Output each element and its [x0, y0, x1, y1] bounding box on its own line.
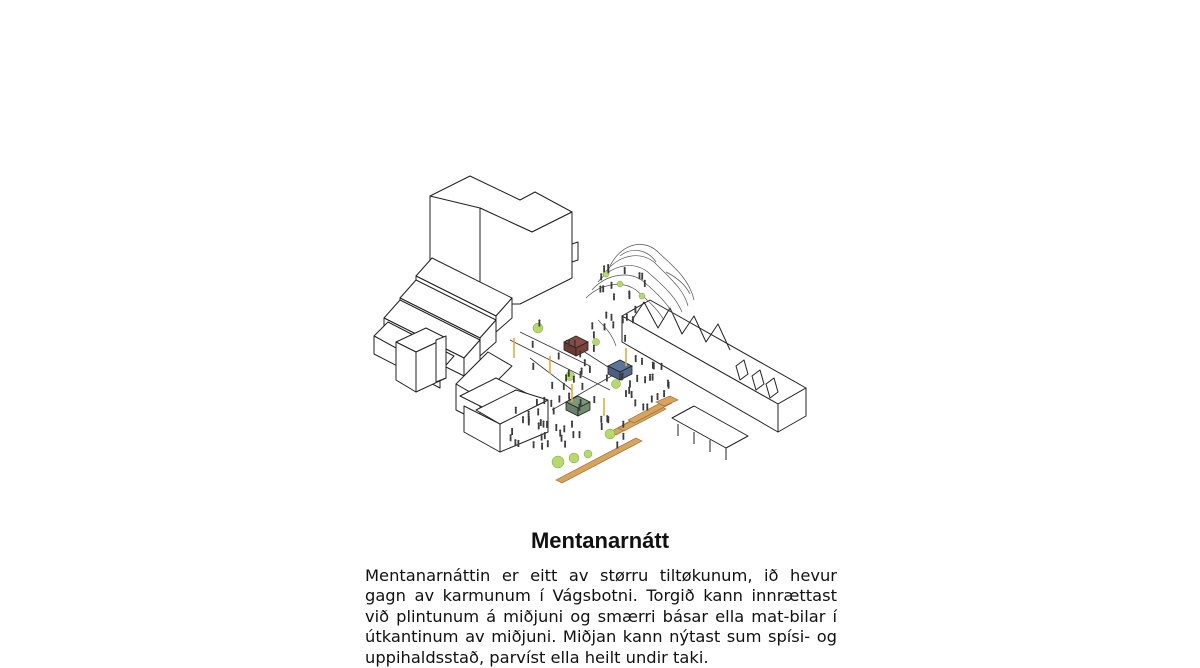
person-figure-body [551, 384, 553, 389]
person-figure-head [574, 340, 576, 342]
person-figure-body [635, 308, 637, 313]
person-figure-head [624, 267, 626, 269]
person-figure-body [625, 392, 627, 397]
person-figure-head [635, 355, 637, 357]
food-truck-blue [608, 360, 632, 380]
person-figure-body [663, 392, 665, 397]
person-figure-head [622, 433, 624, 435]
person-figure-head [622, 421, 624, 423]
person-figure-head [547, 440, 549, 442]
person-figure-head [528, 411, 530, 413]
person-figure-head [572, 431, 574, 433]
person-figure-head [606, 374, 608, 376]
person-figure-head [612, 321, 614, 323]
person-figure-body [593, 398, 595, 403]
person-figure-body [606, 377, 608, 382]
person-figure-head [603, 265, 605, 267]
person-figure-head [568, 340, 570, 342]
person-figure-head [581, 383, 583, 385]
person-figure-head [522, 416, 524, 418]
person-figure-head [634, 399, 636, 401]
person-figure-body [528, 420, 530, 425]
person-figure-body [624, 337, 626, 342]
person-figure-body [600, 275, 602, 280]
person-figure-body [515, 441, 517, 446]
person-figure-head [559, 430, 561, 432]
person-figure-head [600, 416, 602, 418]
person-figure-head [605, 312, 607, 314]
person-figure-body [543, 423, 545, 428]
person-figure-head [571, 421, 573, 423]
person-figure-body [547, 442, 549, 447]
person-figure-body [573, 433, 575, 438]
person-figure-head [667, 380, 669, 382]
person-figure-head [649, 374, 651, 376]
person-figure-head [515, 407, 517, 409]
person-figure-head [546, 421, 548, 423]
person-figure-head [511, 428, 513, 430]
person-figure-head [641, 273, 643, 275]
person-figure-body [641, 360, 643, 365]
person-figure-head [568, 393, 570, 395]
person-figure-body [603, 267, 605, 272]
person-figure-head [601, 423, 603, 425]
person-figure-head [532, 341, 534, 343]
person-figure-body [639, 274, 641, 279]
person-figure-head [641, 358, 643, 360]
person-figure-head [593, 331, 595, 333]
person-figure-head [610, 314, 612, 316]
person-figure-body [607, 266, 609, 271]
person-figure-body [518, 442, 520, 447]
person-figure-body [629, 294, 631, 299]
person-figure-head [551, 382, 553, 384]
person-figure-body [568, 395, 570, 400]
person-figure-head [538, 422, 540, 424]
person-figure-head [528, 416, 530, 418]
person-figure-body [553, 410, 555, 415]
person-figure-head [578, 431, 580, 433]
person-figure-head [573, 376, 575, 378]
person-figure-body [571, 423, 573, 428]
person-figure-body [622, 318, 624, 323]
person-figure-head [613, 293, 615, 295]
person-figure-body [539, 322, 541, 327]
person-figure-body [657, 395, 659, 400]
person-figure-body [604, 325, 606, 330]
person-figure-head [540, 419, 542, 421]
person-figure-head [580, 399, 582, 401]
person-figure-head [541, 443, 543, 445]
person-figure-head [646, 403, 648, 405]
person-figure-head [624, 335, 626, 337]
person-figure-head [544, 432, 546, 434]
person-figure-head [593, 396, 595, 398]
person-figure-body [582, 385, 584, 390]
person-figure-body [600, 288, 602, 293]
person-figure-body [559, 398, 561, 403]
person-figure-head [563, 425, 565, 427]
person-figure-body [574, 342, 576, 347]
person-figure-head [629, 380, 631, 382]
food-truck-red [564, 336, 588, 356]
person-figure-body [622, 423, 624, 428]
person-figure-head [579, 350, 581, 352]
person-figure-head [606, 415, 608, 417]
person-figure-body [602, 287, 604, 292]
person-figure-body [631, 393, 633, 398]
person-figure-head [564, 441, 566, 443]
person-figure-head [584, 359, 586, 361]
person-figure-body [550, 402, 552, 407]
person-figure-head [532, 363, 534, 365]
person-figure-head [593, 345, 595, 347]
person-figure-body [624, 269, 626, 274]
person-figure-body [573, 378, 575, 383]
person-figure-body [589, 368, 591, 373]
person-figure-body [564, 443, 566, 448]
person-figure-body [653, 364, 655, 369]
person-figure-body [641, 275, 643, 280]
person-figure-body [667, 382, 669, 387]
person-figure-body [532, 365, 534, 370]
person-figure-head [663, 390, 665, 392]
person-figure-body [661, 365, 663, 370]
person-figure-head [636, 375, 638, 377]
person-figure-head [581, 368, 583, 370]
person-figure-body [544, 434, 546, 439]
person-figure-head [628, 387, 630, 389]
person-figure-head [651, 395, 653, 397]
person-figure-head [568, 370, 570, 372]
person-figure-body [623, 435, 625, 440]
person-figure-body [540, 421, 542, 426]
person-figure-body [533, 443, 535, 448]
person-figure-head [579, 371, 581, 373]
person-figure-head [599, 286, 601, 288]
person-figure-head [550, 400, 552, 402]
person-figure-body [579, 406, 581, 411]
person-figure-body [584, 361, 586, 366]
person-figure-body [606, 417, 608, 422]
person-figure-head [656, 393, 658, 395]
person-figure-body [600, 418, 602, 423]
description-paragraph: Mentanarnáttin er eitt av størru tiltøkunum, ið hevur gagn av karmunum í Vágsbotni. Torgið kann innrættast við plintunum á miðjuni og smærri básar ella mat-bilar í útkantinum av miðjuni. Miðjan kann nýtast sum spísi- og uppihaldsstað, parvíst ella heilt undir taki. [365, 566, 837, 667]
person-figure-body [510, 436, 512, 441]
person-figure-body [611, 284, 613, 289]
page-title: Mentanarnátt [530, 528, 670, 553]
person-figure-head [607, 264, 609, 266]
person-figure-body [563, 427, 565, 432]
person-figure-body [591, 324, 593, 329]
person-figure-head [533, 441, 535, 443]
person-figure-head [558, 352, 560, 354]
person-figure-head [622, 316, 624, 318]
person-figure-head [644, 280, 646, 282]
isometric-plaza-illustration [360, 170, 820, 500]
person-figure-body [522, 418, 524, 423]
person-figure-body [613, 295, 615, 300]
person-figure-body [642, 406, 644, 411]
person-figure-body [616, 444, 618, 449]
person-figure-body [568, 342, 570, 347]
person-figure-body [593, 333, 595, 338]
person-figure-body [601, 425, 603, 430]
person-figure-body [541, 445, 543, 450]
person-figure-body [652, 376, 654, 381]
person-figure-body [629, 382, 631, 387]
person-figure-body [561, 437, 563, 442]
person-figure-head [616, 441, 618, 443]
person-figure-body [559, 432, 561, 437]
person-figure-head [626, 314, 628, 316]
person-figure-body [612, 323, 614, 328]
person-figure-head [644, 376, 646, 378]
person-figure-body [537, 410, 539, 415]
person-figure-body [632, 318, 634, 323]
person-figure-head [558, 395, 560, 397]
person-figure-body [593, 347, 595, 352]
person-figure-head [632, 316, 634, 318]
person-figure-body [626, 316, 628, 321]
person-figure-head [652, 374, 654, 376]
person-figure-head [634, 306, 636, 308]
person-figure-body [651, 398, 653, 403]
person-figure-body [541, 436, 543, 441]
person-figure-body [628, 389, 630, 394]
person-figure-body [635, 357, 637, 362]
person-figure-body [634, 401, 636, 406]
person-figure-body [611, 316, 613, 321]
person-figure-head [591, 322, 593, 324]
person-figure-head [538, 319, 540, 321]
person-figure-head [589, 366, 591, 368]
person-figure-head [625, 390, 627, 392]
person-figure-head [517, 440, 519, 442]
person-figure-body [515, 409, 517, 414]
person-figure-head [602, 285, 604, 287]
person-figure-head [642, 403, 644, 405]
person-figure-head [537, 408, 539, 410]
person-figure-body [568, 372, 570, 377]
person-figure-body [580, 401, 582, 406]
person-figure-body [644, 282, 646, 287]
person-figure-head [638, 272, 640, 274]
person-figure-head [610, 282, 612, 284]
person-figure-body [565, 377, 567, 382]
person-figure-body [644, 378, 646, 383]
person-figure-head [541, 434, 543, 436]
person-figure-head [565, 374, 567, 376]
person-figure-head [628, 292, 630, 294]
person-figure-head [653, 362, 655, 364]
person-figure-body [536, 401, 538, 406]
person-figure-body [579, 352, 581, 357]
person-figure-body [563, 385, 565, 390]
person-figure-body [579, 433, 581, 438]
person-figure-body [538, 424, 540, 429]
person-figure-head [528, 418, 530, 420]
person-figure-head [542, 421, 544, 423]
person-figure-body [532, 343, 534, 348]
person-figure-body [636, 377, 638, 382]
person-figure-head [536, 399, 538, 401]
person-figure-body [646, 406, 648, 411]
person-figure-body [580, 373, 582, 378]
person-figure-body [546, 423, 548, 428]
person-figure-body [543, 399, 545, 404]
person-figure-body [605, 314, 607, 319]
person-figure-head [543, 397, 545, 399]
person-figure-head [563, 383, 565, 385]
person-figure-body [649, 376, 651, 381]
person-figure-head [660, 363, 662, 365]
person-figure-head [553, 407, 555, 409]
person-figure-head [603, 323, 605, 325]
canopy-structure [672, 406, 748, 460]
person-figure-head [555, 424, 557, 426]
person-figure-head [621, 373, 623, 375]
person-figure-body [511, 430, 513, 435]
person-figure-body [621, 375, 623, 380]
person-figure-head [631, 391, 633, 393]
person-figure-head [514, 439, 516, 441]
person-figure-head [600, 273, 602, 275]
person-figure-body [555, 426, 557, 431]
person-figure-body [558, 355, 560, 360]
